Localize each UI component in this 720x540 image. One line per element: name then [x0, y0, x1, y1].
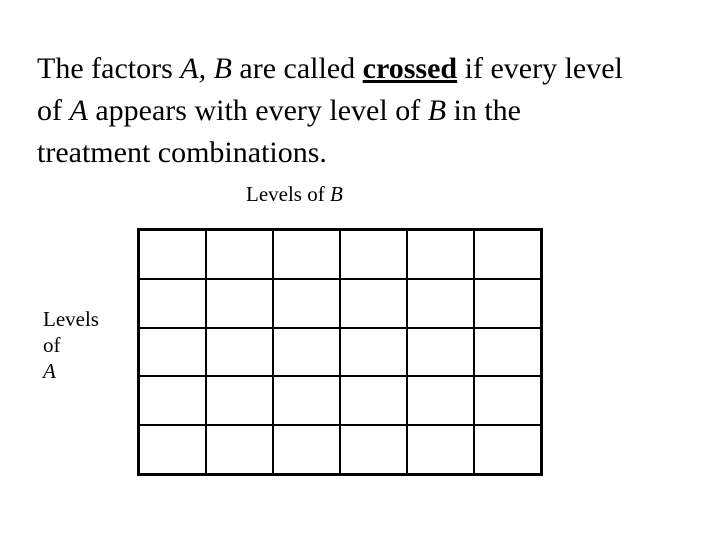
- definition-line-2: [37, 90, 697, 132]
- factor-a: A: [180, 52, 199, 85]
- label-text: of: [43, 333, 61, 357]
- grid-cell: [474, 230, 542, 279]
- text-segment: appears with every level of: [87, 94, 428, 127]
- grid-row: [139, 376, 542, 425]
- grid-row: [139, 279, 542, 328]
- grid-cell: [407, 279, 474, 328]
- levels-of-a-label: [43, 306, 99, 384]
- levels-of-b-label: [246, 181, 343, 207]
- text-segment: if every level: [457, 52, 623, 85]
- grid-cell: [407, 230, 474, 279]
- definition-text: [37, 48, 697, 174]
- grid-cell: [340, 230, 407, 279]
- factor-a: A: [69, 94, 88, 127]
- text-segment: in the: [446, 94, 522, 127]
- grid-cell: [139, 279, 207, 328]
- grid-cell: [206, 230, 273, 279]
- grid-cell: [474, 279, 542, 328]
- grid-cell: [273, 328, 340, 377]
- grid-cell: [139, 328, 207, 377]
- grid-cell: [206, 328, 273, 377]
- definition-line-3: [37, 132, 697, 174]
- label-text: Levels of: [246, 182, 330, 206]
- grid-cell: [139, 230, 207, 279]
- grid-cell: [206, 425, 273, 474]
- factor-b: B: [213, 52, 232, 85]
- grid-cell: [273, 425, 340, 474]
- grid-cell: [206, 279, 273, 328]
- grid-cell: [340, 328, 407, 377]
- grid-cell: [206, 376, 273, 425]
- grid-cell: [407, 376, 474, 425]
- label-line-2: [43, 332, 99, 384]
- grid-cell: [273, 279, 340, 328]
- grid-cell: [407, 425, 474, 474]
- grid-cell: [340, 376, 407, 425]
- text-segment: ,: [198, 52, 214, 85]
- grid-cell: [273, 230, 340, 279]
- factor-b: B: [329, 182, 343, 206]
- grid-cell: [474, 425, 542, 474]
- grid-row: [139, 328, 542, 377]
- text-segment: The factors: [37, 52, 181, 85]
- grid-row: [139, 425, 542, 474]
- grid-cell: [474, 328, 542, 377]
- grid-row: [139, 230, 542, 279]
- grid-cell: [340, 425, 407, 474]
- label-text: Levels: [43, 307, 99, 331]
- text-segment: are called: [231, 52, 363, 85]
- definition-line-1: [37, 48, 697, 90]
- text-segment: of: [37, 94, 70, 127]
- factor-a: A: [43, 359, 56, 383]
- grid-cell: [139, 376, 207, 425]
- grid-cell: [474, 376, 542, 425]
- grid-cell: [407, 328, 474, 377]
- grid-cell: [273, 376, 340, 425]
- text-segment: treatment combinations.: [37, 136, 327, 169]
- factor-b: B: [427, 94, 447, 127]
- treatment-combination-grid: [137, 228, 543, 476]
- grid-cell: [340, 279, 407, 328]
- grid-cell: [139, 425, 207, 474]
- crossed-term: crossed: [362, 52, 458, 85]
